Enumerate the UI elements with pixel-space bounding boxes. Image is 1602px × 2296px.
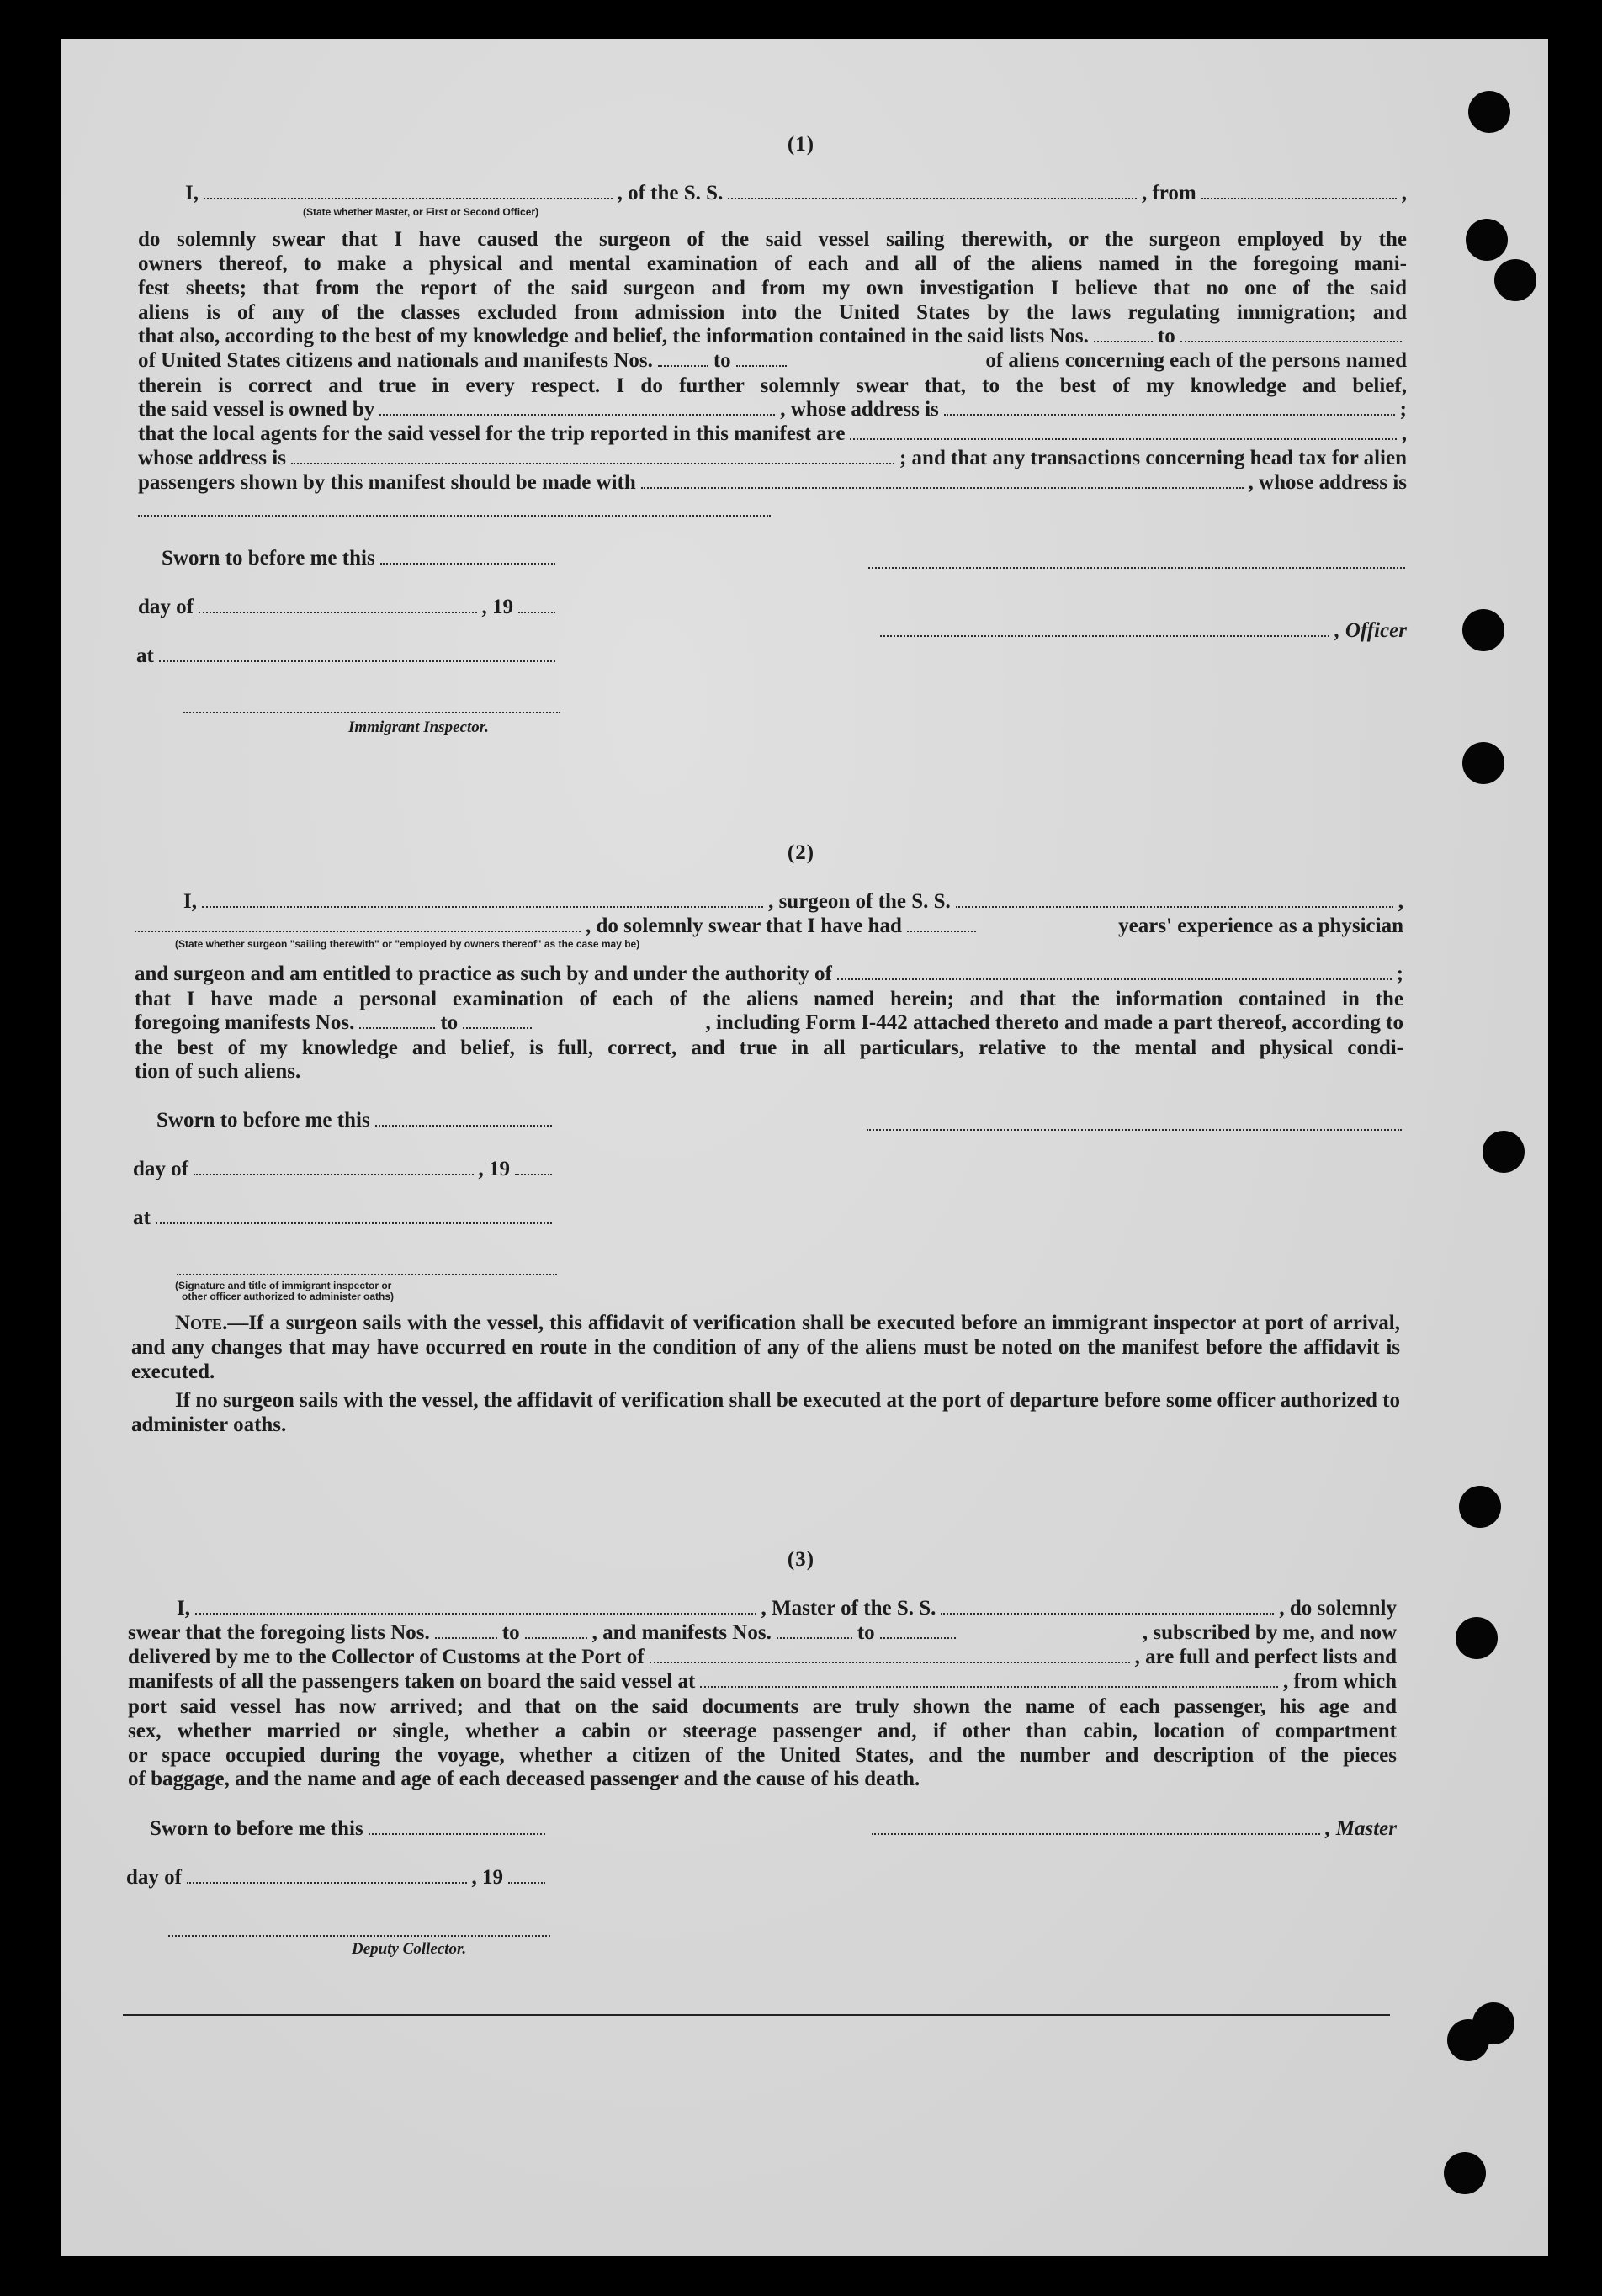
binder-hole: [1466, 219, 1508, 261]
s3-manifests-from-field[interactable]: [777, 1637, 852, 1639]
agents-address-field[interactable]: [291, 463, 894, 464]
bottom-rule: [123, 2014, 1390, 2016]
s1-body-line: fest sheets; that from the report of the said surgeon and from my own investigation I believe that no one of the said: [138, 277, 1407, 300]
surgeon-status-field[interactable]: [135, 931, 581, 932]
practice-authority-field[interactable]: [837, 978, 1392, 980]
s2-ship-name-field[interactable]: [956, 906, 1393, 908]
s2-at-place-field[interactable]: [156, 1222, 552, 1224]
binder-hole: [1459, 1486, 1501, 1528]
s1-passengers-line: passengers shown by this manifest should be made with , whose address is: [138, 471, 1407, 494]
master-name-field[interactable]: [204, 198, 613, 199]
s3-body-line: port said vessel has now arrived; and that on the said documents are truly shown the name of each passenger, his age and: [128, 1695, 1397, 1718]
lists-from-field[interactable]: [1094, 341, 1153, 342]
s2-line-2: , do solemnly swear that I have had years' experience as a physician: [135, 915, 1403, 939]
binder-hole: [1494, 259, 1536, 301]
s3-master-signature-field[interactable]: [872, 1833, 1320, 1835]
s2-year-field[interactable]: [515, 1174, 552, 1175]
surgeon-name-field[interactable]: [202, 906, 763, 908]
s3-line-1: I, , Master of the S. S. , do solemnly: [177, 1597, 1397, 1620]
s1-officer-signature-line[interactable]: [868, 567, 1405, 569]
s3-lists-to-field[interactable]: [525, 1637, 587, 1639]
s3-sworn-line: Sworn to before me this: [150, 1817, 550, 1842]
deputy-collector-caption: Deputy Collector.: [352, 1940, 467, 1958]
s1-body-line: do solemnly swear that I have caused the surgeon of the said vessel sailing therewith, or the surgeon employed by the: [138, 228, 1407, 251]
binder-hole: [1456, 1617, 1498, 1659]
head-tax-contact-field[interactable]: [641, 487, 1244, 489]
binder-hole: [1447, 2019, 1489, 2061]
section-1-number: (1): [787, 133, 815, 156]
binder-hole: [1462, 609, 1504, 651]
s1-body-line: therein is correct and true in every respect. I do further solemnly swear that, to the best of my knowledge and belief,: [138, 374, 1407, 397]
binder-hole: [1444, 2152, 1486, 2194]
port-of-arrival-field[interactable]: [650, 1662, 1130, 1663]
note-paragraph-2: If no surgeon sails with the vessel, the affidavit of verification shall be executed at the port of departure before some officer authorized to administer oaths.: [131, 1389, 1400, 1436]
s2-line-5: foregoing manifests Nos. to , including Form I-442 attached thereto and made a part thereof, according to: [135, 1011, 1403, 1034]
s2-at-line: at: [133, 1206, 557, 1231]
officer-rank-note: (State whether Master, or First or Second Officer): [303, 206, 539, 218]
binder-hole: [1462, 742, 1504, 784]
s1-at-line: at: [136, 644, 560, 669]
manifests-to-field[interactable]: [736, 365, 787, 367]
s3-day-line: day of , 19: [126, 1866, 550, 1890]
section-2-number: (2): [787, 841, 815, 864]
local-agents-field[interactable]: [850, 438, 1396, 440]
port-of-embarkation-field[interactable]: [700, 1686, 1278, 1688]
s3-manifests-to-field[interactable]: [880, 1637, 956, 1639]
s3-master-name-field[interactable]: [195, 1613, 756, 1615]
s1-owned-line: the said vessel is owned by , whose address is ;: [138, 398, 1407, 421]
s1-body-line: aliens is of any of the classes excluded from admission into the United States by the laws regulating immigration; and: [138, 301, 1407, 324]
s2-day-line: day of , 19: [133, 1158, 557, 1182]
s2-manifests-to-field[interactable]: [463, 1027, 532, 1029]
s2-line-1: I, , surgeon of the S. S. ,: [183, 890, 1403, 913]
note-label: Note.: [175, 1312, 228, 1334]
from-port-field[interactable]: [1202, 198, 1397, 199]
s3-day-field[interactable]: [187, 1882, 467, 1884]
manifests-from-field[interactable]: [658, 365, 708, 367]
lists-to-field[interactable]: [1180, 341, 1402, 342]
ship-name-field[interactable]: [728, 198, 1137, 199]
s3-line-2: swear that the foregoing lists Nos. to , and manifests Nos. to , subscribed by me, and now: [128, 1621, 1397, 1644]
owner-field[interactable]: [379, 414, 775, 416]
s3-year-field[interactable]: [508, 1882, 545, 1884]
s2-body-line-last: tion of such aliens.: [135, 1060, 301, 1083]
s1-whose-line: whose address is ; and that any transactions concerning head tax for alien: [138, 447, 1407, 469]
s3-line-4: manifests of all the passengers taken on board the said vessel at , from which: [128, 1670, 1397, 1693]
s3-line-3: delivered by me to the Collector of Customs at the Port of , are full and perfect lists and: [128, 1646, 1397, 1668]
s2-sworn-date-field[interactable]: [375, 1125, 552, 1127]
owner-address-field[interactable]: [944, 414, 1395, 416]
s1-at-place-field[interactable]: [159, 660, 555, 662]
head-tax-address-field[interactable]: [138, 515, 771, 517]
s1-lists-line: that also, according to the best of my knowledge and belief, the information contained in the said lists Nos. to: [138, 325, 1407, 349]
s1-officer-name-field[interactable]: [880, 635, 1329, 637]
s2-signature-note-2: other officer authorized to administer oaths): [182, 1291, 395, 1302]
s3-lists-from-field[interactable]: [435, 1637, 497, 1639]
immigrant-inspector-caption: Immigrant Inspector.: [348, 718, 489, 736]
s2-signature-note-1: (Signature and title of immigrant inspector or: [175, 1280, 392, 1291]
s1-agents-line: that the local agents for the said vessel for the trip reported in this manifest are ,: [138, 422, 1407, 445]
binder-hole: [1483, 1131, 1525, 1173]
s2-inspector-signature-line[interactable]: [177, 1274, 557, 1275]
surgeon-status-note: (State whether surgeon "sailing therewith" or "employed by owners thereof" as the case may be): [175, 938, 640, 950]
s2-manifests-from-field[interactable]: [359, 1027, 435, 1029]
s1-sworn-line: Sworn to before me this: [162, 547, 560, 571]
s1-body-line: owners thereof, to make a physical and mental examination of each and all of the aliens named in the foregoing mani-: [138, 252, 1407, 275]
binder-hole: [1468, 91, 1510, 133]
s3-sworn-date-field[interactable]: [369, 1833, 545, 1835]
s1-day-field[interactable]: [199, 612, 477, 613]
s1-sworn-date-field[interactable]: [380, 563, 555, 565]
immigrant-inspector-signature-line[interactable]: [183, 712, 560, 713]
s1-year-field[interactable]: [518, 612, 555, 613]
years-experience-field[interactable]: [907, 931, 976, 932]
s1-manifests-line: of United States citizens and nationals and manifests Nos. to of aliens concerning each of the persons named: [138, 349, 1407, 372]
s1-day-line: day of , 19: [138, 596, 560, 620]
s2-day-field[interactable]: [194, 1174, 474, 1175]
s1-line-1: I, , of the S. S. , from ,: [185, 182, 1407, 204]
s3-ship-name-field[interactable]: [941, 1613, 1274, 1615]
section-3-number: (3): [787, 1548, 815, 1571]
deputy-collector-signature-line[interactable]: [168, 1935, 550, 1937]
s3-body-line: or space occupied during the voyage, whether a citizen of the United States, and the number and description of the pieces: [128, 1744, 1397, 1767]
s2-line-3: and surgeon and am entitled to practice as such by and under the authority of ;: [135, 962, 1403, 985]
s2-sworn-line: Sworn to before me this: [156, 1109, 557, 1133]
surgeon-signature-line[interactable]: [867, 1129, 1402, 1131]
note-paragraph: Note.—If a surgeon sails with the vessel, this affidavit of verification shall be executed before an immigrant inspector at port of arrival, and any changes that may have occurred en route in the condition of any of the aliens must be noted on the manifest before the affidavit is executed.: [131, 1312, 1400, 1383]
s3-body-line-last: of baggage, and the name and age of each deceased passenger and the cause of his death.: [128, 1768, 920, 1790]
s3-body-line: sex, whether married or single, whether a cabin or steerage passenger and, if other than cabin, location of compartment: [128, 1720, 1397, 1742]
s1-officer-line: , Officer: [875, 619, 1407, 644]
s2-body-line: that I have made a personal examination of each of the aliens named herein; and that the information contained in the: [135, 988, 1403, 1010]
s3-master-signature-line: , Master: [867, 1817, 1397, 1842]
s2-body-line: the best of my knowledge and belief, is full, correct, and true in all particulars, relative to the mental and physical condi-: [135, 1037, 1403, 1059]
